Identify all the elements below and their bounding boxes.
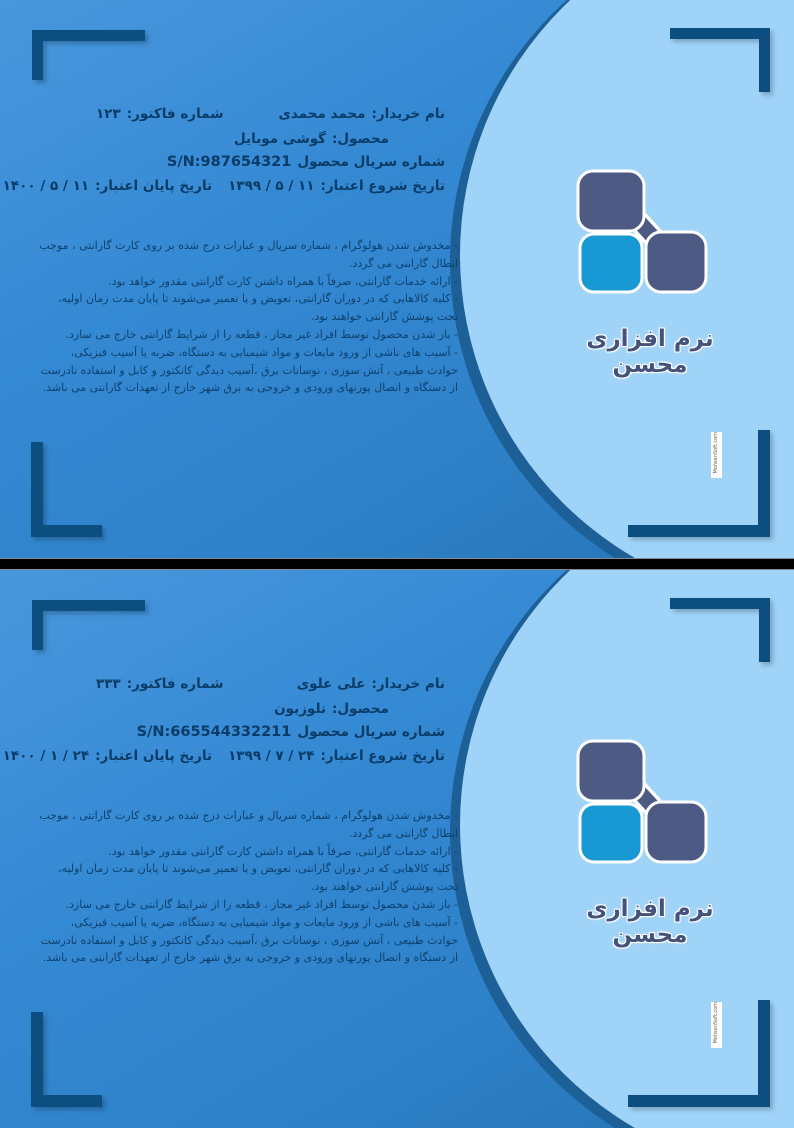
invoice-label: شماره فاکتور:: [126, 676, 224, 692]
corner-bracket-top-right: [670, 28, 770, 92]
brand-name: نرم افزاری محسن: [586, 896, 714, 948]
terms-line: حوادث طبیعی ، آتش سوزی ، نوسانات برق ،آسیب دیدگی کانکتور و کابل و استفاده نادرست: [40, 933, 458, 947]
product-value: گوشی موبایل: [234, 131, 327, 147]
end-date-field: [3, 178, 212, 194]
buyer-value: محمد محمدی: [278, 106, 366, 122]
terms-line: ابطال گارانتی می گردد.: [348, 826, 458, 840]
product-label: محصول:: [332, 131, 389, 147]
brand-name: نرم افزاری محسن: [586, 326, 714, 378]
terms-line: تحت پوشش گارانتی خواهند بود.: [310, 880, 458, 894]
start-date-field: [228, 748, 445, 764]
end-date-value: ۲۴ / ۱ / ۱۴۰۰: [2, 748, 90, 764]
cut-divider: [0, 558, 794, 570]
product-value: تلوزیون: [274, 701, 327, 717]
corner-bracket-top-right: [670, 598, 770, 662]
terms-line: - ارائه خدمات گارانتی، صرفاً با همراه داشتن کارت گارانتی مقدور خواهد بود.: [108, 844, 458, 858]
buyer-field: [297, 676, 445, 692]
buyer-label: نام خریدار:: [371, 676, 445, 692]
brand-logo: [560, 736, 740, 948]
end-date-field: [3, 748, 212, 764]
watermark-text: MohsenSoft.com: [713, 1002, 719, 1044]
corner-bracket-top-left: [32, 600, 145, 650]
serial-value: S/N:987654321: [166, 154, 292, 170]
end-date-label: تاریخ پایان اعتبار:: [95, 748, 213, 764]
serial-value: S/N:665544332211: [136, 724, 292, 740]
corner-bracket-bottom-right: [628, 430, 770, 537]
corner-bracket-top-left: [32, 30, 145, 80]
corner-bracket-bottom-left: [31, 1012, 102, 1107]
serial-row: [53, 154, 445, 170]
buyer-value: علی علوی: [296, 676, 366, 692]
invoice-field: [96, 106, 223, 122]
buyer-field: [279, 106, 445, 122]
terms-line: - ارائه خدمات گارانتی، صرفاً با همراه داشتن کارت گارانتی مقدور خواهد بود.: [108, 274, 458, 288]
start-date-value: ۲۴ / ۷ / ۱۳۹۹: [228, 748, 315, 764]
corner-bracket-bottom-left: [31, 442, 102, 537]
terms-line: تحت پوشش گارانتی خواهند بود.: [310, 310, 458, 324]
warranty-terms: [22, 237, 458, 397]
start-date-label: تاریخ شروع اعتبار:: [320, 748, 445, 764]
terms-line: از دستگاه و اتصال پورتهای ورودی و خروجی به برق شهر خارج از تعهدات گارانتی می باشد.: [42, 951, 458, 965]
vertical-watermark: [711, 1002, 722, 1048]
terms-line: از دستگاه و اتصال پورتهای ورودی و خروجی به برق شهر خارج از تعهدات گارانتی می باشد.: [42, 381, 458, 395]
serial-row: [53, 724, 445, 740]
warranty-terms: [22, 807, 458, 967]
terms-line: - کلیه کالاهایی که در دوران گارانتی، تعویض و یا تعمیر می‌شوند تا پایان مدت زمان اولیه،: [58, 292, 458, 306]
terms-line: - کلیه کالاهایی که در دوران گارانتی، تعویض و یا تعمیر می‌شوند تا پایان مدت زمان اولیه،: [58, 862, 458, 876]
invoice-value: ۱۲۳: [96, 106, 121, 122]
terms-line: - مخدوش شدن هولوگرام ، شماره سریال و عبارات درج شده بر روی کارت گارانتی ، موجب: [39, 239, 458, 252]
corner-bracket-bottom-right: [628, 1000, 770, 1107]
warranty-card: [0, 0, 794, 558]
warranty-fields: [2, 676, 445, 773]
buyer-label: نام خریدار:: [371, 106, 445, 122]
end-date-label: تاریخ پایان اعتبار:: [95, 178, 213, 194]
invoice-field: [96, 676, 223, 692]
start-date-label: تاریخ شروع اعتبار:: [320, 178, 445, 194]
dates-row: [2, 178, 445, 194]
warranty-card: [0, 570, 794, 1128]
warranty-fields: [2, 106, 445, 203]
watermark-text: MohsenSoft.com: [713, 432, 719, 474]
terms-line: - آسیب های ناشی از ورود مایعات و مواد شیمیایی به دستگاه، ضربه یا آسیب فیزیکی،: [70, 345, 458, 359]
product-row: [53, 701, 445, 717]
serial-label: شماره سریال محصول: [297, 724, 445, 740]
product-label: محصول:: [332, 701, 389, 717]
start-date-value: ۱۱ / ۵ / ۱۳۹۹: [228, 178, 315, 194]
invoice-label: شماره فاکتور:: [126, 106, 224, 122]
start-date-field: [228, 178, 445, 194]
buyer-row: [96, 676, 445, 692]
terms-line: ابطال گارانتی می گردد.: [348, 256, 458, 270]
logo-squares-icon: [560, 736, 740, 891]
buyer-row: [96, 106, 445, 122]
terms-line: - باز شدن محصول توسط افراد غیر مجاز ، قطعه را از شرایط گارانتی خارج می سازد.: [65, 327, 458, 341]
dates-row: [2, 748, 445, 764]
product-row: [53, 131, 445, 147]
end-date-value: ۱۱ / ۵ / ۱۴۰۰: [2, 178, 90, 194]
terms-line: - مخدوش شدن هولوگرام ، شماره سریال و عبارات درج شده بر روی کارت گارانتی ، موجب: [39, 809, 458, 822]
terms-line: - آسیب های ناشی از ورود مایعات و مواد شیمیایی به دستگاه، ضربه یا آسیب فیزیکی،: [70, 915, 458, 929]
vertical-watermark: [711, 432, 722, 478]
logo-squares-icon: [560, 166, 740, 321]
terms-line: حوادث طبیعی ، آتش سوزی ، نوسانات برق ،آسیب دیدگی کانکتور و کابل و استفاده نادرست: [40, 363, 458, 377]
terms-line: - باز شدن محصول توسط افراد غیر مجاز ، قطعه را از شرایط گارانتی خارج می سازد.: [65, 897, 458, 911]
invoice-value: ۳۳۳: [96, 676, 121, 692]
serial-label: شماره سریال محصول: [297, 154, 445, 170]
brand-logo: [560, 166, 740, 378]
